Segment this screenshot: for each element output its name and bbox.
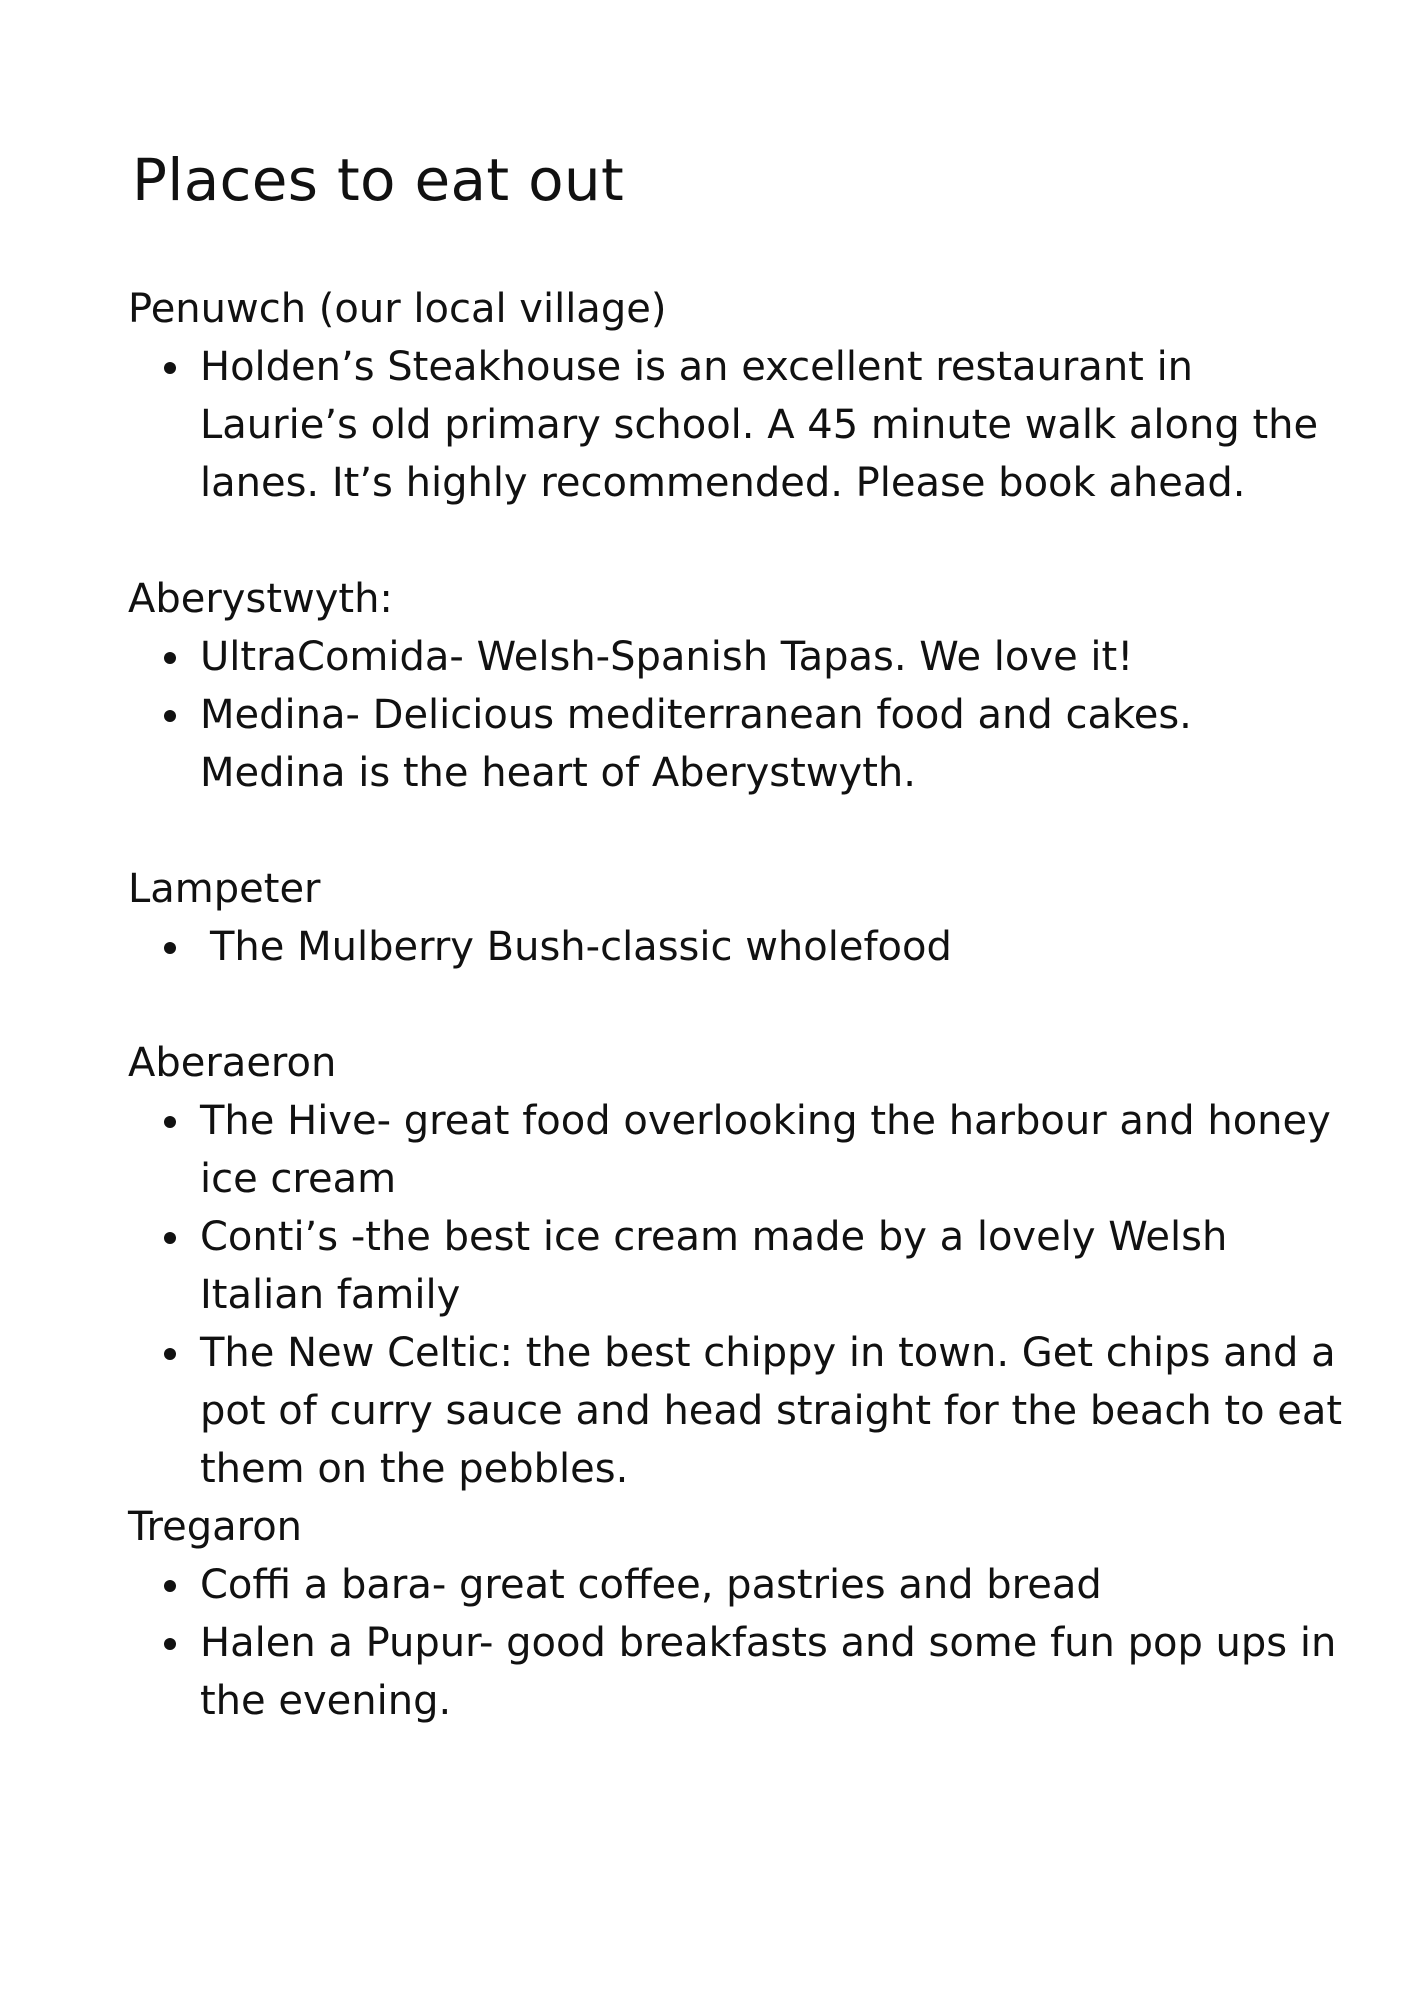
list-item [200, 1614, 1354, 1730]
restaurant-list [128, 1092, 1354, 1498]
bullet-icon [164, 1232, 176, 1244]
section-lampeter [128, 860, 1354, 976]
section-tregaron [128, 1498, 1354, 1730]
section-heading: Tregaron [128, 1504, 303, 1550]
list-item [200, 686, 1354, 802]
section-aberaeron [128, 1034, 1354, 1498]
bullet-icon [164, 1638, 176, 1650]
list-item-text: Coffi a bara- great coffee, pastries and bread [200, 1562, 1102, 1608]
bullet-icon [164, 652, 176, 664]
section-heading: Aberaeron [128, 1040, 337, 1086]
list-item [200, 1208, 1354, 1324]
bullet-icon [164, 942, 176, 954]
section-penuwch [128, 280, 1354, 512]
list-item [200, 628, 1354, 686]
bullet-icon [164, 1580, 176, 1592]
list-item-text: The Mulberry Bush-classic wholefood [210, 924, 952, 970]
restaurant-list [128, 338, 1354, 512]
bullet-icon [164, 710, 176, 722]
list-item-text: The Hive- great food overlooking the harbour and honey ice cream [200, 1098, 1331, 1202]
list-item [200, 1324, 1354, 1498]
restaurant-list [128, 628, 1354, 802]
list-item-text: Medina- Delicious mediterranean food and cakes. Medina is the heart of Aberystwyth. [200, 692, 1192, 796]
page-title: Places to eat out [132, 146, 625, 214]
list-item [200, 338, 1354, 512]
list-item-text: The New Celtic: the best chippy in town. Get chips and a pot of curry sauce and head straight for the beach to eat them on the pebbles. [200, 1330, 1343, 1492]
bullet-icon [164, 1348, 176, 1360]
restaurant-list [128, 1556, 1354, 1730]
bullet-icon [164, 1116, 176, 1128]
section-heading: Penuwch (our local village) [128, 286, 667, 332]
list-item-text: UltraComida- Welsh-Spanish Tapas. We love it! [200, 634, 1134, 680]
section-heading: Lampeter [128, 866, 321, 912]
list-item-text: Halen a Pupur- good breakfasts and some fun pop ups in the evening. [200, 1620, 1337, 1724]
bullet-icon [164, 362, 176, 374]
list-item [200, 918, 1354, 976]
section-aberystwyth [128, 570, 1354, 802]
list-item-text: Holden’s Steakhouse is an excellent restaurant in Laurie’s old primary school. A 45 minute walk along the lanes. It’s highly recommended. Please book ahead. [200, 344, 1319, 506]
list-item-text: Conti’s -the best ice cream made by a lovely Welsh Italian family [200, 1214, 1228, 1318]
section-heading: Aberystwyth: [128, 576, 393, 622]
list-item [200, 1556, 1354, 1614]
list-item [200, 1092, 1354, 1208]
restaurant-list [128, 918, 1354, 976]
